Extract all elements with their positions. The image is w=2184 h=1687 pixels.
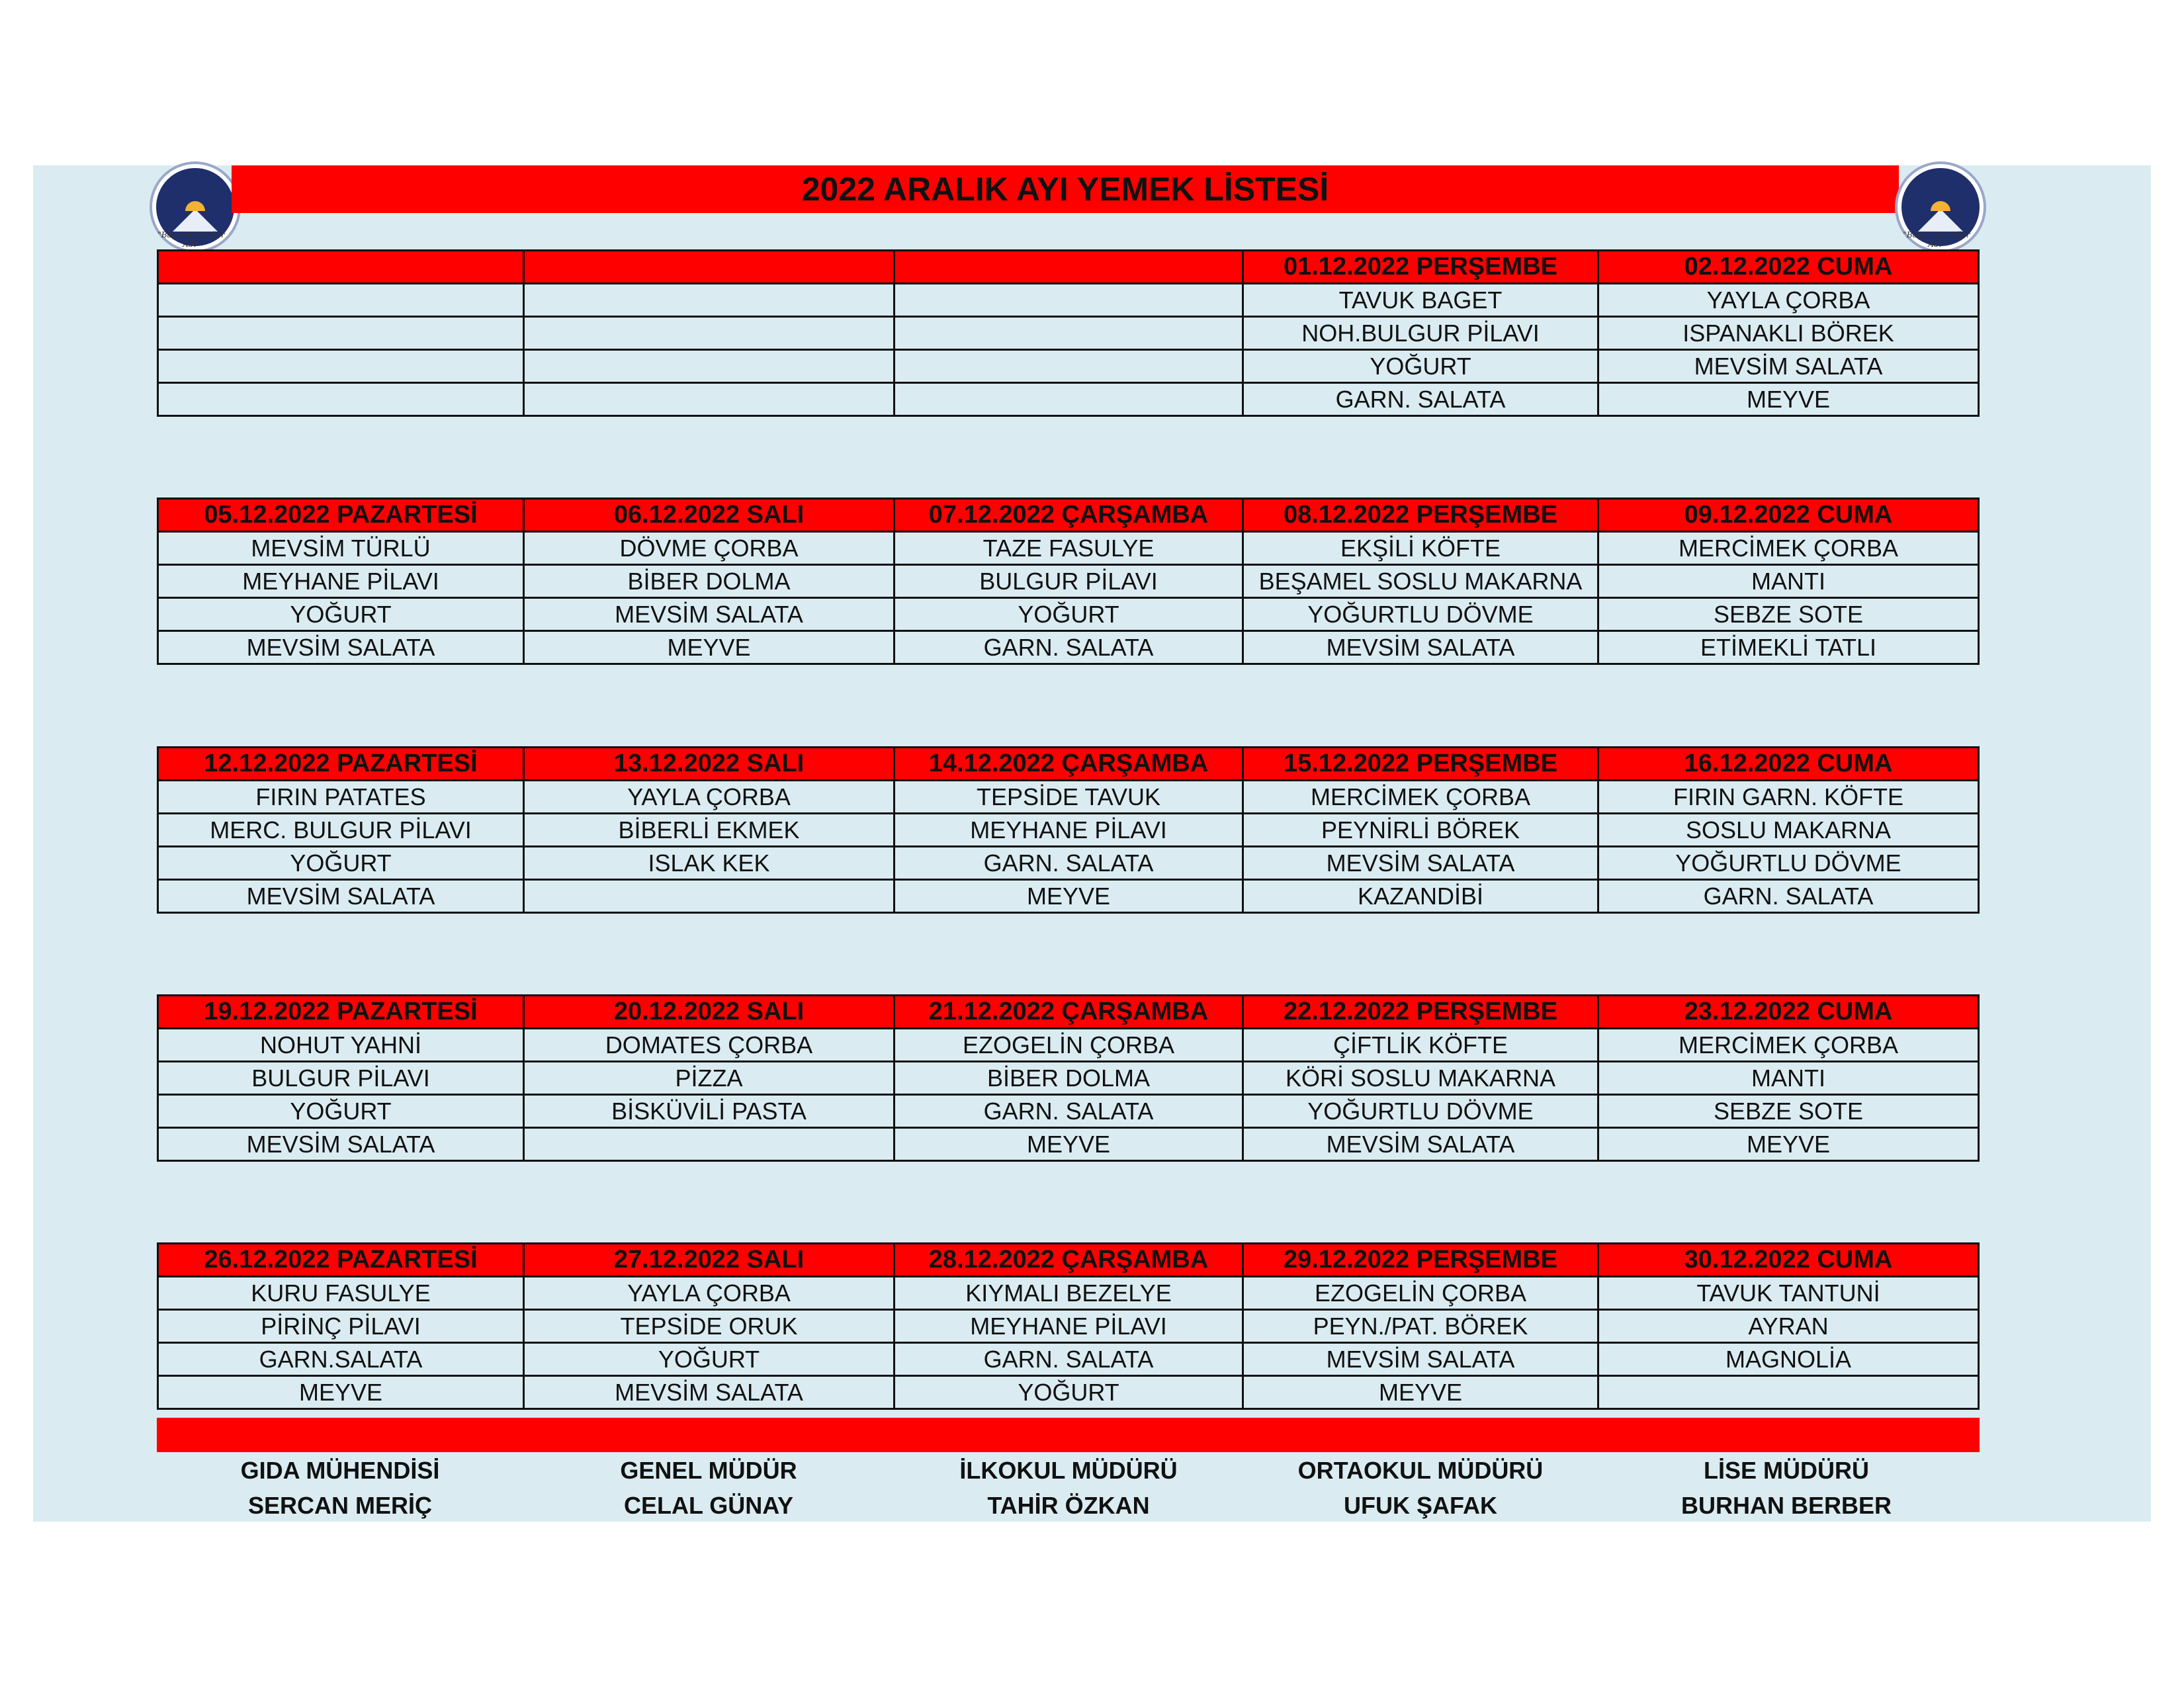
day-header: 23.12.2022 CUMA bbox=[1598, 996, 1979, 1029]
menu-cell: MEYHANE PİLAVI bbox=[158, 565, 524, 598]
day-header: 08.12.2022 PERŞEMBE bbox=[1243, 499, 1598, 532]
day-header bbox=[895, 251, 1243, 284]
day-header bbox=[158, 251, 524, 284]
menu-cell: MEYHANE PİLAVI bbox=[895, 814, 1243, 847]
menu-cell: YOĞURT bbox=[1243, 350, 1598, 383]
day-header: 29.12.2022 PERŞEMBE bbox=[1243, 1244, 1598, 1277]
menu-cell: BİBERLİ EKMEK bbox=[524, 814, 895, 847]
signature-role: İLKOKUL MÜDÜRÜ bbox=[959, 1457, 1178, 1484]
menu-cell: MEVSİM SALATA bbox=[1598, 350, 1979, 383]
menu-cell: MEVSİM SALATA bbox=[158, 1128, 524, 1161]
menu-cell: MERCİMEK ÇORBA bbox=[1243, 781, 1598, 814]
menu-cell: MEVSİM SALATA bbox=[158, 631, 524, 664]
menu-cell bbox=[895, 350, 1243, 383]
day-header: 26.12.2022 PAZARTESİ bbox=[158, 1244, 524, 1277]
menu-cell: YOĞURT bbox=[895, 598, 1243, 631]
menu-cell: NOH.BULGUR PİLAVI bbox=[1243, 317, 1598, 350]
menu-cell: MERC. BULGUR PİLAVI bbox=[158, 814, 524, 847]
menu-cell: DOMATES ÇORBA bbox=[524, 1029, 895, 1062]
menu-row bbox=[158, 1128, 1979, 1161]
menu-cell bbox=[1598, 1376, 1979, 1409]
menu-row bbox=[158, 1343, 1979, 1376]
menu-row bbox=[158, 1277, 1979, 1310]
menu-cell: BEŞAMEL SOSLU MAKARNA bbox=[1243, 565, 1598, 598]
menu-cell: MERCİMEK ÇORBA bbox=[1598, 1029, 1979, 1062]
menu-row bbox=[158, 631, 1979, 664]
menu-cell: YOĞURTLU DÖVME bbox=[1243, 598, 1598, 631]
menu-cell: GARN. SALATA bbox=[1243, 383, 1598, 416]
menu-cell: MERCİMEK ÇORBA bbox=[1598, 532, 1979, 565]
week-table-4 bbox=[157, 994, 1980, 1162]
menu-cell bbox=[895, 317, 1243, 350]
day-header: 14.12.2022 ÇARŞAMBA bbox=[895, 748, 1243, 781]
day-header bbox=[524, 251, 895, 284]
menu-cell bbox=[524, 284, 895, 317]
menu-cell: PEYN./PAT. BÖREK bbox=[1243, 1310, 1598, 1343]
menu-cell: MEYVE bbox=[1243, 1376, 1598, 1409]
menu-cell: BULGUR PİLAVI bbox=[158, 1062, 524, 1095]
menu-cell: MEYVE bbox=[1598, 1128, 1979, 1161]
menu-cell bbox=[895, 383, 1243, 416]
week-table-3 bbox=[157, 746, 1980, 914]
menu-cell: NOHUT YAHNİ bbox=[158, 1029, 524, 1062]
menu-row bbox=[158, 1310, 1979, 1343]
day-header: 16.12.2022 CUMA bbox=[1598, 748, 1979, 781]
day-header: 13.12.2022 SALI bbox=[524, 748, 895, 781]
menu-row bbox=[158, 814, 1979, 847]
menu-cell: DÖVME ÇORBA bbox=[524, 532, 895, 565]
menu-cell: YAYLA ÇORBA bbox=[524, 781, 895, 814]
menu-cell: GARN. SALATA bbox=[895, 1343, 1243, 1376]
menu-cell: BİBER DOLMA bbox=[524, 565, 895, 598]
menu-row bbox=[158, 1095, 1979, 1128]
menu-cell: MEYHANE PİLAVI bbox=[895, 1310, 1243, 1343]
menu-cell: SEBZE SOTE bbox=[1598, 1095, 1979, 1128]
menu-cell bbox=[524, 383, 895, 416]
day-header: 20.12.2022 SALI bbox=[524, 996, 895, 1029]
day-header: 22.12.2022 PERŞEMBE bbox=[1243, 996, 1598, 1029]
menu-cell: GARN.SALATA bbox=[158, 1343, 524, 1376]
menu-cell: EKŞİLİ KÖFTE bbox=[1243, 532, 1598, 565]
menu-cell: MEYVE bbox=[1598, 383, 1979, 416]
menu-cell bbox=[158, 284, 524, 317]
day-header: 28.12.2022 ÇARŞAMBA bbox=[895, 1244, 1243, 1277]
signature-name: UFUK ŞAFAK bbox=[1344, 1492, 1497, 1519]
week-header-row bbox=[158, 748, 1979, 781]
signature-block bbox=[1621, 1453, 1952, 1523]
menu-cell: MEYVE bbox=[524, 631, 895, 664]
menu-cell: MANTI bbox=[1598, 1062, 1979, 1095]
menu-cell: MEVSİM SALATA bbox=[524, 1376, 895, 1409]
menu-cell: BİSKÜVİLİ PASTA bbox=[524, 1095, 895, 1128]
footer-red-band bbox=[157, 1418, 1980, 1452]
signature-block bbox=[543, 1453, 874, 1523]
day-header: 12.12.2022 PAZARTESİ bbox=[158, 748, 524, 781]
signature-role: GIDA MÜHENDİSİ bbox=[240, 1457, 440, 1484]
day-header: 05.12.2022 PAZARTESİ bbox=[158, 499, 524, 532]
signature-role: LİSE MÜDÜRÜ bbox=[1704, 1457, 1869, 1484]
day-header: 02.12.2022 CUMA bbox=[1598, 251, 1979, 284]
day-header: 30.12.2022 CUMA bbox=[1598, 1244, 1979, 1277]
week-header-row bbox=[158, 499, 1979, 532]
menu-cell bbox=[158, 350, 524, 383]
week-table-2 bbox=[157, 497, 1980, 665]
signature-name: TAHİR ÖZKAN bbox=[987, 1492, 1150, 1519]
menu-row bbox=[158, 781, 1979, 814]
day-header: 06.12.2022 SALI bbox=[524, 499, 895, 532]
menu-cell: TAZE FASULYE bbox=[895, 532, 1243, 565]
menu-row bbox=[158, 284, 1979, 317]
signature-role: ORTAOKUL MÜDÜRÜ bbox=[1297, 1457, 1544, 1484]
menu-cell: YOĞURTLU DÖVME bbox=[1598, 847, 1979, 880]
menu-cell: GARN. SALATA bbox=[895, 631, 1243, 664]
signature-name: CELAL GÜNAY bbox=[623, 1492, 794, 1519]
day-header: 09.12.2022 CUMA bbox=[1598, 499, 1979, 532]
menu-cell: TEPSİDE ORUK bbox=[524, 1310, 895, 1343]
menu-cell bbox=[895, 284, 1243, 317]
menu-cell: MEYVE bbox=[895, 1128, 1243, 1161]
menu-cell bbox=[524, 1128, 895, 1161]
menu-cell: YOĞURT bbox=[158, 847, 524, 880]
day-header: 07.12.2022 ÇARŞAMBA bbox=[895, 499, 1243, 532]
menu-row bbox=[158, 565, 1979, 598]
week-header-row bbox=[158, 1244, 1979, 1277]
menu-row bbox=[158, 532, 1979, 565]
day-header: 27.12.2022 SALI bbox=[524, 1244, 895, 1277]
menu-row bbox=[158, 383, 1979, 416]
menu-cell: MEVSİM TÜRLÜ bbox=[158, 532, 524, 565]
signature-name: BURHAN BERBER bbox=[1681, 1492, 1892, 1519]
menu-cell: BİBER DOLMA bbox=[895, 1062, 1243, 1095]
week-table-1 bbox=[157, 249, 1980, 417]
menu-cell: EZOGELİN ÇORBA bbox=[1243, 1277, 1598, 1310]
menu-cell: TAVUK BAGET bbox=[1243, 284, 1598, 317]
menu-row bbox=[158, 350, 1979, 383]
signature-block bbox=[1255, 1453, 1586, 1523]
day-header: 19.12.2022 PAZARTESİ bbox=[158, 996, 524, 1029]
menu-cell: YOĞURT bbox=[895, 1376, 1243, 1409]
menu-cell: BULGUR PİLAVI bbox=[895, 565, 1243, 598]
day-header: 21.12.2022 ÇARŞAMBA bbox=[895, 996, 1243, 1029]
menu-cell: YOĞURT bbox=[158, 1095, 524, 1128]
page-title: 2022 ARALIK AYI YEMEK LİSTESİ bbox=[232, 165, 1899, 213]
menu-cell: MEYVE bbox=[895, 880, 1243, 913]
menu-cell: PEYNİRLİ BÖREK bbox=[1243, 814, 1598, 847]
menu-cell: MEVSİM SALATA bbox=[1243, 1343, 1598, 1376]
menu-cell: SOSLU MAKARNA bbox=[1598, 814, 1979, 847]
menu-cell: FIRIN GARN. KÖFTE bbox=[1598, 781, 1979, 814]
menu-cell bbox=[158, 317, 524, 350]
signature-name: SERCAN MERİÇ bbox=[247, 1492, 432, 1519]
menu-cell: MEVSİM SALATA bbox=[524, 598, 895, 631]
menu-cell: YOĞURT bbox=[524, 1343, 895, 1376]
week-table-5 bbox=[157, 1242, 1980, 1410]
menu-row bbox=[158, 317, 1979, 350]
menu-cell: ETİMEKLİ TATLI bbox=[1598, 631, 1979, 664]
menu-cell bbox=[524, 350, 895, 383]
menu-cell: ISPANAKLI BÖREK bbox=[1598, 317, 1979, 350]
menu-cell: MANTI bbox=[1598, 565, 1979, 598]
menu-cell bbox=[524, 317, 895, 350]
signature-block bbox=[903, 1453, 1234, 1523]
menu-cell: KÖRİ SOSLU MAKARNA bbox=[1243, 1062, 1598, 1095]
menu-row bbox=[158, 598, 1979, 631]
menu-cell: MEVSİM SALATA bbox=[158, 880, 524, 913]
menu-row bbox=[158, 1062, 1979, 1095]
week-header-row bbox=[158, 251, 1979, 284]
menu-cell: GARN. SALATA bbox=[895, 847, 1243, 880]
menu-cell: ÇİFTLİK KÖFTE bbox=[1243, 1029, 1598, 1062]
menu-cell: KIYMALI BEZELYE bbox=[895, 1277, 1243, 1310]
menu-row bbox=[158, 880, 1979, 913]
menu-cell: YAYLA ÇORBA bbox=[524, 1277, 895, 1310]
menu-cell: MEVSİM SALATA bbox=[1243, 1128, 1598, 1161]
menu-cell: FIRIN PATATES bbox=[158, 781, 524, 814]
menu-cell: TEPSİDE TAVUK bbox=[895, 781, 1243, 814]
week-header-row bbox=[158, 996, 1979, 1029]
menu-cell: KURU FASULYE bbox=[158, 1277, 524, 1310]
day-header: 15.12.2022 PERŞEMBE bbox=[1243, 748, 1598, 781]
menu-cell: SEBZE SOTE bbox=[1598, 598, 1979, 631]
menu-cell: MEVSİM SALATA bbox=[1243, 847, 1598, 880]
menu-cell: YOĞURTLU DÖVME bbox=[1243, 1095, 1598, 1128]
logo-slogan-right: "Başarının Diğer Adı" bbox=[1903, 230, 1970, 249]
menu-cell bbox=[158, 383, 524, 416]
logo-slogan-left: "Başarının Diğer Adı" bbox=[157, 230, 225, 249]
menu-row bbox=[158, 847, 1979, 880]
menu-row bbox=[158, 1029, 1979, 1062]
menu-cell: YAYLA ÇORBA bbox=[1598, 284, 1979, 317]
menu-row bbox=[158, 1376, 1979, 1409]
menu-cell: MEYVE bbox=[158, 1376, 524, 1409]
menu-cell: TAVUK TANTUNİ bbox=[1598, 1277, 1979, 1310]
menu-cell: AYRAN bbox=[1598, 1310, 1979, 1343]
menu-cell: MEVSİM SALATA bbox=[1243, 631, 1598, 664]
menu-cell: PİRİNÇ PİLAVI bbox=[158, 1310, 524, 1343]
menu-cell bbox=[524, 880, 895, 913]
menu-cell: GARN. SALATA bbox=[895, 1095, 1243, 1128]
menu-cell: YOĞURT bbox=[158, 598, 524, 631]
menu-cell: MAGNOLİA bbox=[1598, 1343, 1979, 1376]
day-header: 01.12.2022 PERŞEMBE bbox=[1243, 251, 1598, 284]
signature-block bbox=[175, 1453, 505, 1523]
menu-cell: EZOGELİN ÇORBA bbox=[895, 1029, 1243, 1062]
menu-cell: GARN. SALATA bbox=[1598, 880, 1979, 913]
menu-cell: ISLAK KEK bbox=[524, 847, 895, 880]
signature-role: GENEL MÜDÜR bbox=[620, 1457, 797, 1484]
menu-cell: PİZZA bbox=[524, 1062, 895, 1095]
menu-cell: KAZANDİBİ bbox=[1243, 880, 1598, 913]
